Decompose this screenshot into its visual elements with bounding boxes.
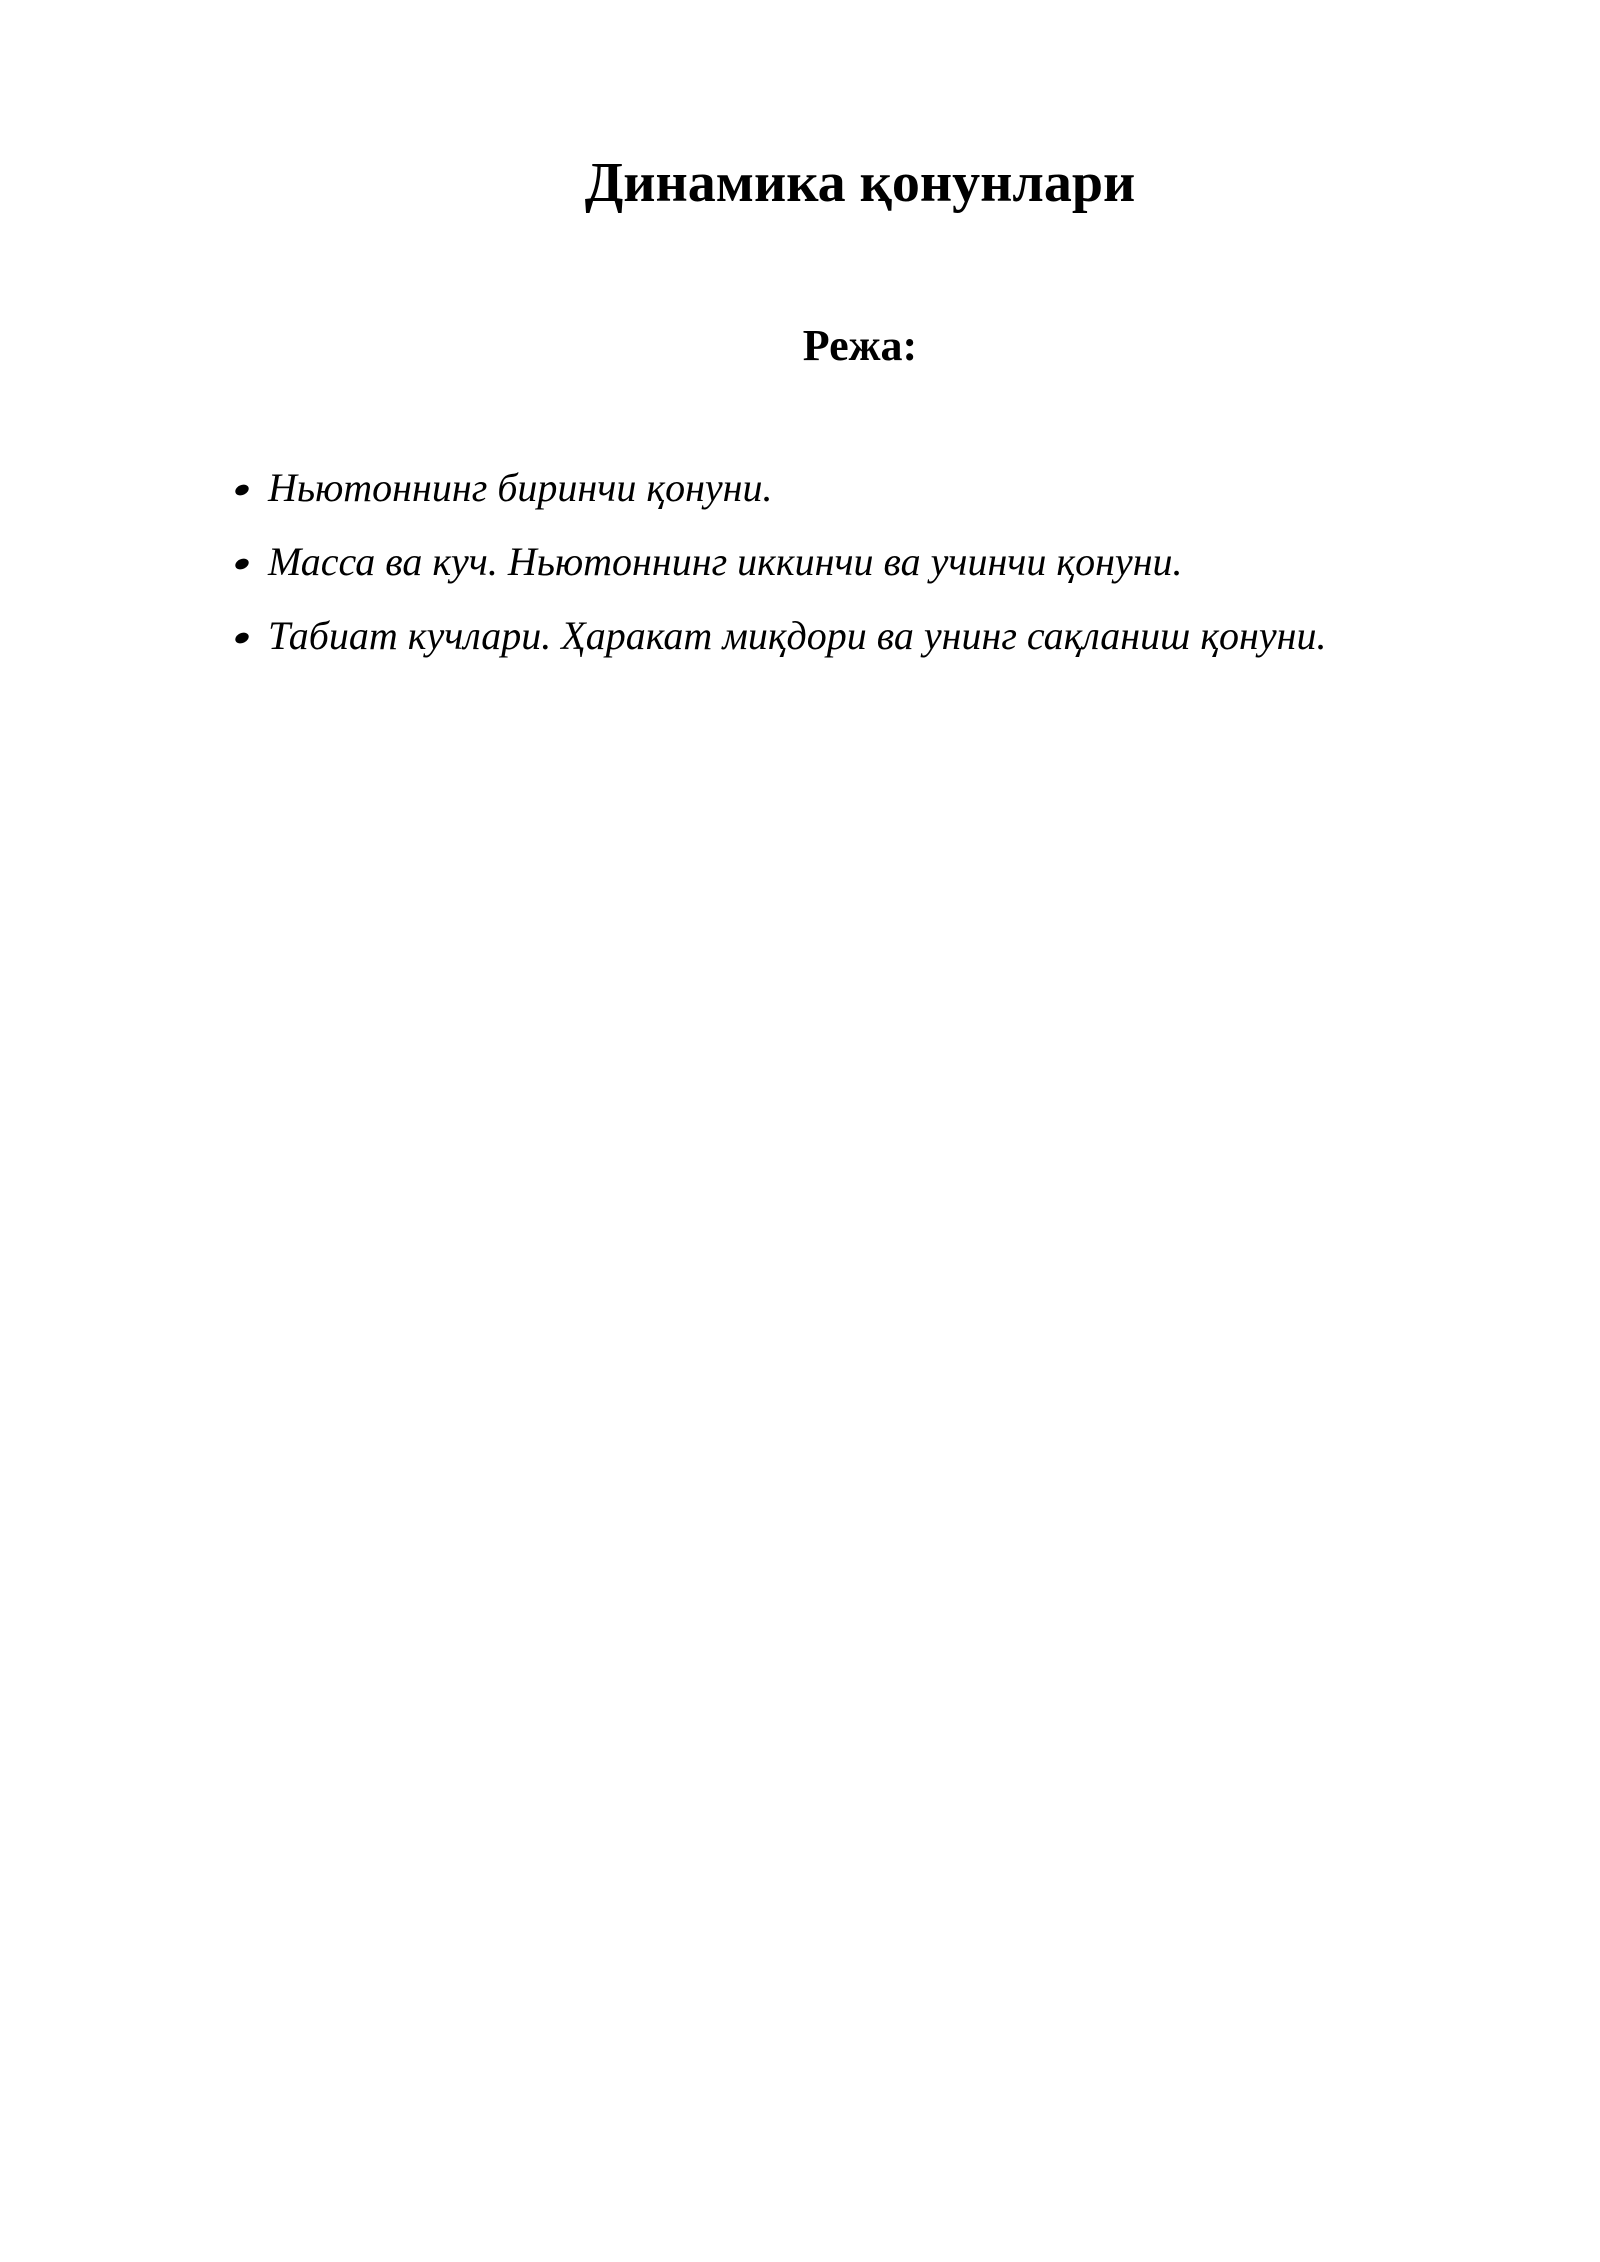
plan-item-text: Табиат кучлари. Ҳаракат миқдори ва унинг сақланиш қонуни. (268, 613, 1327, 658)
bullet-icon (234, 631, 251, 646)
document-title: Динамика қонунлари (584, 152, 1136, 214)
plan-heading: Режа: (802, 321, 918, 370)
plan-item-text: Ньютоннинг биринчи қонуни. (268, 465, 773, 510)
plan-item-text: Масса ва куч. Ньютоннинг иккинчи ва учинчи қонуни. (268, 539, 1183, 584)
bullet-icon (234, 557, 251, 572)
plan-item (232, 611, 1326, 685)
plan-item (232, 537, 1326, 611)
plan-list (232, 463, 1326, 685)
bullet-icon (234, 483, 251, 498)
plan-item (232, 463, 1326, 537)
